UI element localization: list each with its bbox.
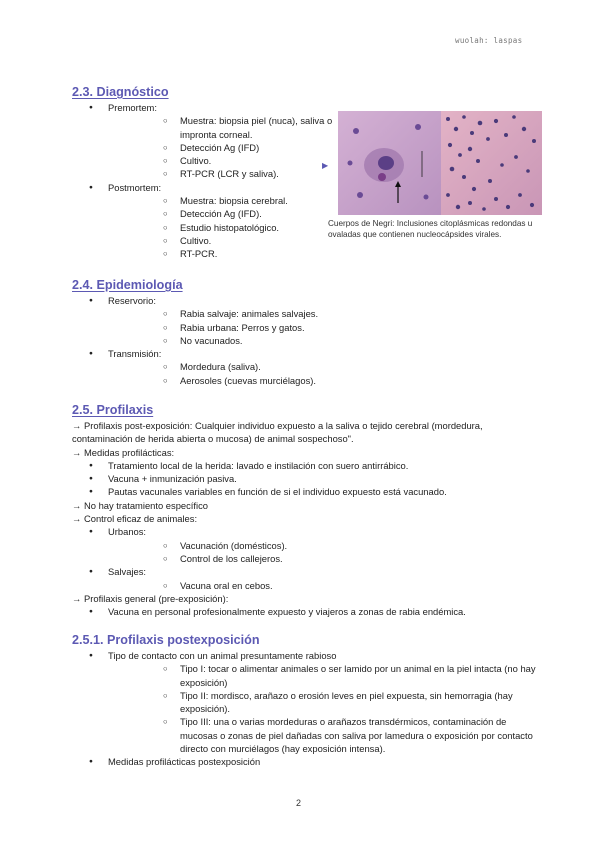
list-item: ○ Estudio histopatológico. [108,221,332,234]
group-label-premortem: Premortem: [108,102,157,113]
contacto-label: Tipo de contacto con un animal presuntamente rabioso [108,650,337,661]
list-item: ○ Mordedura (saliva). [108,360,542,373]
list-item: ○ Vacuna oral en cebos. [108,579,542,592]
list-item: ● Medidas profilácticas postexposición [72,755,542,768]
epidemiologia-list [72,294,542,387]
list-item: ○ Tipo III: una o varias mordeduras o arañazos transdérmicos, contaminación de mucosas o zonas de piel dañadas con saliva por lamedura o exposición por contacto directo con murciélagos (hay exposición intensa). [108,715,542,755]
list-item: ○ Vacunación (domésticos). [108,539,542,552]
reservorio-list [108,307,542,347]
list-item [72,525,542,565]
section-diagnostico [72,84,332,261]
group-label-transmision: Transmisión: [108,348,162,360]
no-tratamiento-text: → No hay tratamiento específico [72,499,209,511]
medidas-list [72,459,542,499]
tissue-right [441,111,542,215]
general-label: → Profilaxis general (pre-exposición): [72,592,229,604]
figure-negri [328,111,545,240]
post-exposicion-text: → Profilaxis post-exposición: Cualquier individuo expuesto a la saliva o tejido cerebral (mordedura, contaminación de herida abierta o mucosa) de animal sospechoso". [72,420,483,445]
medidas-label: → Medidas profilácticas: [72,446,175,458]
postexposicion-list [72,649,542,769]
section-title-profilaxis: 2.5. Profilaxis [72,403,154,417]
section-title-diagnostico: 2.3. Diagnóstico [72,85,169,99]
micrograph-image [338,111,542,215]
micrograph-svg [338,111,542,215]
postmortem-list [108,194,332,260]
list-item: ○ Cultivo. [108,154,332,167]
list-item [72,565,542,592]
group-label-postmortem: Postmortem: [108,181,162,193]
salvajes-list [108,579,542,592]
list-item: ○ Rabia urbana: Perros y gatos. [108,321,542,334]
list-item [72,294,542,347]
list-item: ○ Muestra: biopsia piel (nuca), saliva o impronta corneal. [108,114,345,141]
list-item: ○ No vacunados. [108,334,542,347]
urbanos-list [108,539,542,566]
figure-caption: Cuerpos de Negri: Inclusiones citoplásmicas redondas u ovaladas que contienen nucleocápsides virales. [328,219,533,239]
control-label: → Control eficaz de animales: [72,513,198,525]
group-label-urbanos: Urbanos: [108,526,147,538]
section-epidemiologia [72,277,542,387]
play-triangle-icon: ▶ [322,161,329,170]
list-item [72,101,332,181]
general-list [72,605,542,618]
list-item: ○ Detección Ag (IFD). [108,207,332,220]
watermark: wuolah: laspas [455,36,523,45]
list-item: ○ Muestra: biopsia cerebral. [108,194,332,207]
section-postexposicion [72,632,542,769]
list-item [72,347,542,387]
diagnostico-list [72,101,332,261]
list-item: ○ Aerosoles (cuevas murciélagos). [108,374,542,387]
section-title-epidemiologia: 2.4. Epidemiología [72,278,183,292]
list-item [72,181,332,261]
list-item: ○ RT-PCR. [108,247,332,260]
list-item: ○ Tipo I: tocar o alimentar animales o ser lamido por un animal en la piel intacta (no hay exposición) [108,662,542,689]
list-item: ○ Tipo II: mordisco, arañazo o erosión leves en piel expuesta, sin hemorragia (hay exposición). [108,689,542,716]
tipos-list [108,662,542,755]
list-item: ○ Detección Ag (IFD) [108,141,332,154]
control-list [72,525,542,591]
group-label-salvajes: Salvajes: [108,566,147,578]
premortem-list [108,114,332,180]
list-item [72,649,542,755]
list-item: ● Vacuna en personal profesionalmente expuesto y viajeros a zonas de rabia endémica. [72,605,542,618]
section-profilaxis [72,402,542,618]
list-item: ○ Control de los callejeros. [108,552,542,565]
list-item: ● Pautas vacunales variables en función de si el individuo expuesto está vacunado. [72,485,542,498]
page-number: 2 [296,798,302,808]
list-item: ● Tratamiento local de la herida: lavado e instilación con suero antirrábico. [72,459,542,472]
group-label-reservorio: Reservorio: [108,295,156,306]
transmision-list [108,360,542,387]
section-title-postexposicion: 2.5.1. Profilaxis postexposición [72,633,260,647]
list-item: ○ RT-PCR (LCR y saliva). [108,167,332,180]
list-item: ● Vacuna + inmunización pasiva. [72,472,542,485]
list-item: ○ Cultivo. [108,234,332,247]
list-item: ○ Rabia salvaje: animales salvajes. [108,307,542,320]
